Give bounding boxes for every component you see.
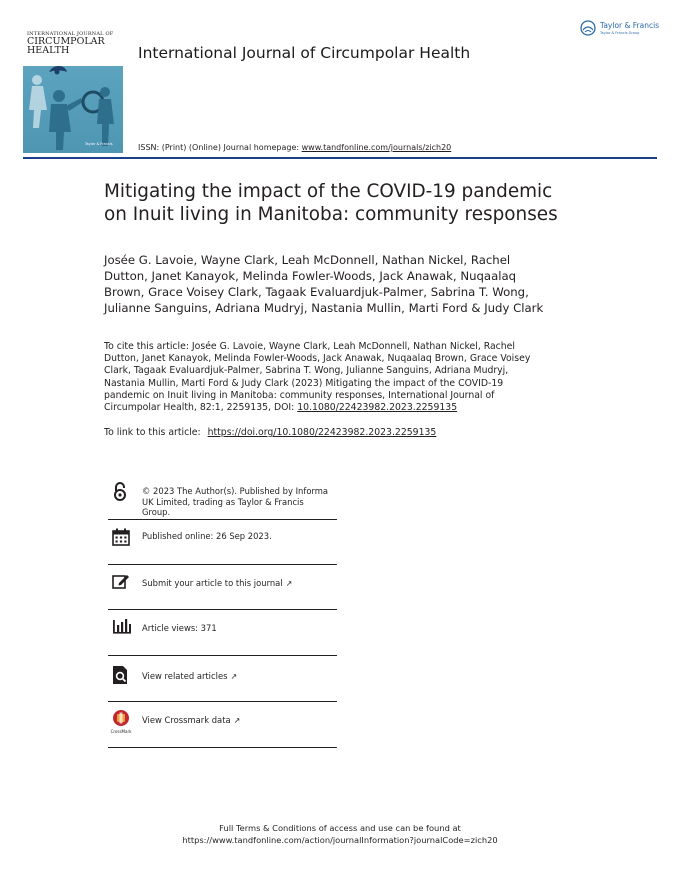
crossmark-icon-label: CrossMark <box>110 729 132 734</box>
journal-name: International Journal of Circumpolar Health <box>138 44 471 62</box>
citation-doi-link[interactable]: 10.1080/22423982.2023.2259135 <box>297 402 458 414</box>
submit-article-row[interactable] <box>108 565 337 610</box>
cover-publisher-mark: Taylor & Francis <box>85 142 113 146</box>
external-link-icon: ↗ <box>285 579 293 588</box>
related-articles-row[interactable] <box>108 656 337 702</box>
inuit-figures-illustration <box>23 58 123 153</box>
article-title: Mitigating the impact of the COVID-19 pandemic on Inuit living in Manitoba: community responses <box>104 181 558 225</box>
logo-subtitle: Taylor & Francis Group <box>600 31 640 35</box>
article-views-row <box>108 610 337 656</box>
header-divider <box>23 157 657 159</box>
published-date: Published online: 26 Sep 2023. <box>142 531 272 541</box>
cover-series-label: INTERNATIONAL JOURNAL OF <box>27 31 114 37</box>
submit-article-link[interactable]: Submit your article to this journal ↗ <box>142 578 293 588</box>
citation-block: To cite this article: Josée G. Lavoie, Wayne Clark, Leah McDonnell, Nathan Nickel, Rachel Dutton, Janet Kanayok, Melinda Fowler-Woods, Jack Anawak, Nuqaalaq Brown, Grace Voisey Clark, Tagaak Evaluardjuk-Palmer, Sabrina T. Wong, Julianne Sanguins, Adriana Mudryj, Nastania Mullin, Marti Ford & Judy Clark (2023) Mitigating the impact of the COVID-19 pandemic on Inuit living in Manitoba: community responses, International Journal of Circumpolar Health, 82:1, 2259135, DOI: 10.1080/22423982.2023.2259135 <box>104 341 531 414</box>
related-articles-link[interactable]: View related articles ↗ <box>142 671 238 681</box>
open-access-text: © 2023 The Author(s). Published by Informa UK Limited, trading as Taylor & Francis Group. <box>142 486 329 517</box>
terms-url[interactable]: https://www.tandfonline.com/action/journalInformation?journalCode=zich20 <box>182 834 498 845</box>
article-doi-url[interactable]: https://doi.org/10.1080/22423982.2023.2259135 <box>207 427 437 438</box>
journal-homepage-link[interactable]: www.tandfonline.com/journals/zich20 <box>301 143 452 152</box>
external-link-icon: ↗ <box>230 672 238 681</box>
calendar-icon <box>112 528 130 546</box>
terms-text: Full Terms & Conditions of access and use can be found at <box>219 823 461 833</box>
issn-label: ISSN: (Print) (Online) Journal homepage: <box>138 143 302 152</box>
journal-cover-image <box>23 18 123 153</box>
external-link-icon: ↗ <box>233 716 241 725</box>
bar-chart-icon <box>112 617 132 635</box>
crossmark-link[interactable]: View Crossmark data ↗ <box>142 715 241 725</box>
article-link-line <box>104 427 574 439</box>
edit-icon <box>112 572 130 590</box>
article-views-count: Article views: 371 <box>142 623 217 633</box>
logo-name: Taylor & Francis <box>600 21 660 30</box>
published-row <box>108 520 337 565</box>
taylor-francis-globe-icon <box>580 20 596 36</box>
crossmark-icon <box>110 709 132 735</box>
crossmark-row[interactable] <box>108 702 337 748</box>
divider <box>108 747 337 748</box>
open-access-icon <box>112 482 128 502</box>
open-access-row <box>108 480 337 520</box>
terms-footer <box>0 823 680 846</box>
author-list: Josée G. Lavoie, Wayne Clark, Leah McDonnell, Nathan Nickel, Rachel Dutton, Janet Kanayok, Melinda Fowler-Woods, Jack Anawak, Nuqaalaq Brown, Grace Voisey Clark, Tagaak Evaluardjuk-Palmer, Sabrina T. Wong, Julianne Sanguins, Adriana Mudryj, Nastania Mullin, Marti Ford & Judy Clark <box>104 253 544 315</box>
issn-homepage-line <box>138 143 451 152</box>
cover-title: CIRCUMPOLAR HEALTH <box>27 36 105 56</box>
taylor-francis-logo[interactable] <box>580 20 660 40</box>
link-label: To link to this article: <box>104 427 204 438</box>
document-search-icon <box>112 665 130 685</box>
